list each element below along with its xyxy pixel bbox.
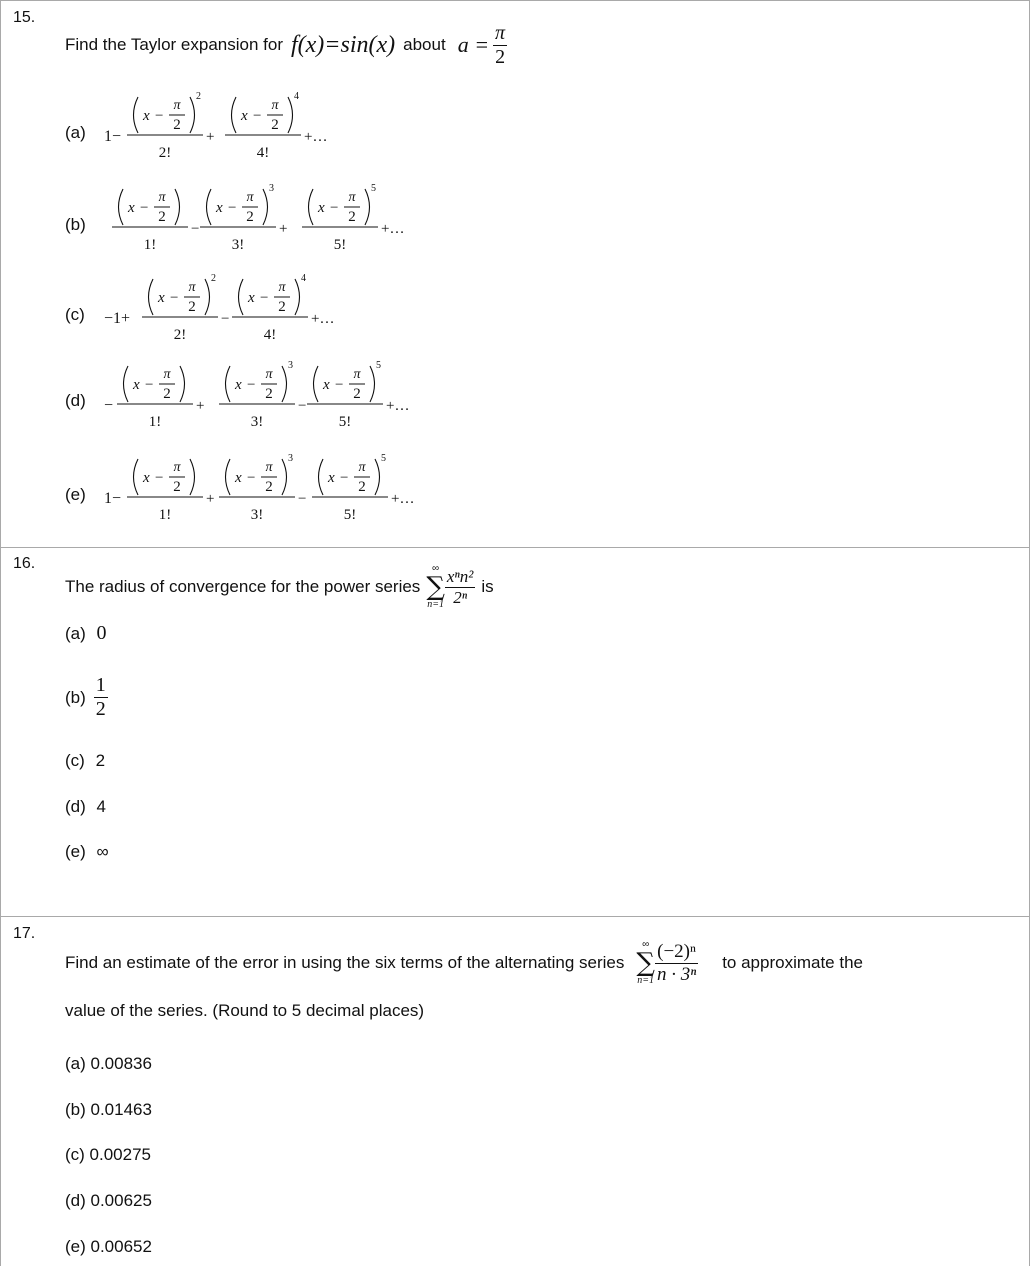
stem-text: The radius of convergence for the power series xyxy=(65,577,421,596)
pi-symbol: π xyxy=(173,460,181,475)
two-digit: 2 xyxy=(271,117,279,133)
option-16c: (c) 2 xyxy=(65,751,106,770)
right-paren xyxy=(282,366,287,402)
stem-end: is xyxy=(481,577,494,596)
question-number: 17. xyxy=(13,925,36,942)
factorial-denominator: 3! xyxy=(231,237,245,253)
pi-symbol: π xyxy=(163,367,171,382)
factorial-denominator: 5! xyxy=(338,414,352,430)
option-16b: (b) $\frac{1}{2}$ xyxy=(65,674,106,720)
option-16a: (a) 0 xyxy=(65,622,107,644)
factorial-denominator: 1! xyxy=(158,507,172,523)
exponent: 5 xyxy=(376,360,381,371)
right-paren xyxy=(180,366,185,402)
sigma-sum: ∞ ∑ n=1 xyxy=(636,939,655,986)
minus-sign: − xyxy=(155,108,164,124)
series-term: $\frac{\text{(−2)ⁿ}}{\text{n · 3ⁿ}}$ xyxy=(656,940,697,985)
left-paren xyxy=(134,459,139,495)
factorial-denominator: 3! xyxy=(250,414,264,430)
right-paren xyxy=(295,279,300,315)
minus-sign: − xyxy=(340,470,349,486)
pi-symbol: π xyxy=(173,98,181,113)
term-operator: + xyxy=(206,491,215,507)
question-stem xyxy=(65,933,1023,993)
option-17d: (d) 0.00625 xyxy=(65,1191,152,1210)
sigma-sum: ∞ ∑ n=1 xyxy=(426,563,445,610)
two-digit: 2 xyxy=(173,479,181,495)
factorial-denominator: 1! xyxy=(148,414,162,430)
var-x: x xyxy=(128,200,135,216)
var-x: x xyxy=(241,108,248,124)
pi-symbol: π xyxy=(271,98,279,113)
term-operator: − xyxy=(191,221,200,237)
left-paren xyxy=(226,366,231,402)
right-paren xyxy=(370,366,375,402)
term-operator: +… xyxy=(311,311,335,327)
factorial-denominator: 3! xyxy=(250,507,264,523)
one-half: $\frac{1}{2}$ xyxy=(95,674,106,720)
option-17a: (a) 0.00836 xyxy=(65,1054,152,1073)
exponent: 4 xyxy=(294,91,299,102)
left-paren xyxy=(239,279,244,315)
left-paren xyxy=(232,97,237,133)
pi-symbol: π xyxy=(353,367,361,382)
term-operator: +… xyxy=(304,129,328,145)
right-paren xyxy=(190,97,195,133)
term-operator: − xyxy=(221,311,230,327)
right-paren xyxy=(282,459,287,495)
var-x: x xyxy=(216,200,223,216)
left-paren xyxy=(226,459,231,495)
left-paren xyxy=(319,459,324,495)
factorial-denominator: 4! xyxy=(263,327,277,343)
option-16e: (e) ∞ xyxy=(65,842,109,861)
question-17 xyxy=(1,916,1029,1267)
pi-symbol: π xyxy=(358,460,366,475)
var-x: x xyxy=(158,290,165,306)
question-stem xyxy=(65,562,494,612)
stem-about: about xyxy=(403,35,446,54)
two-digit: 2 xyxy=(353,386,361,402)
two-digit: 2 xyxy=(265,479,273,495)
exponent: 3 xyxy=(288,360,293,371)
var-x: x xyxy=(318,200,325,216)
option-17c: (c) 0.00275 xyxy=(65,1145,151,1164)
option-15b-label: (b) xyxy=(65,215,86,234)
left-paren xyxy=(309,189,314,225)
right-paren xyxy=(375,459,380,495)
exponent: 5 xyxy=(381,453,386,464)
two-digit: 2 xyxy=(158,209,166,225)
pi-symbol: π xyxy=(158,190,166,205)
var-x: x xyxy=(235,470,242,486)
stem-text: Find the Taylor expansion for xyxy=(65,35,283,54)
option-15e-label: (e) xyxy=(65,485,86,504)
exponent: 2 xyxy=(196,91,201,102)
minus-sign: − xyxy=(228,200,237,216)
exponent: 2 xyxy=(211,273,216,284)
pi-symbol: π xyxy=(188,280,196,295)
stem-function: f(x)=sin(x) xyxy=(290,31,396,58)
term-operator: + xyxy=(279,221,288,237)
pi-symbol: π xyxy=(246,190,254,205)
left-paren xyxy=(149,279,154,315)
var-x: x xyxy=(133,377,140,393)
factorial-denominator: 2! xyxy=(158,145,172,161)
exponent: 4 xyxy=(301,273,306,284)
factorial-denominator: 2! xyxy=(173,327,187,343)
question-16 xyxy=(1,547,1029,917)
minus-sign: − xyxy=(170,290,179,306)
right-paren xyxy=(288,97,293,133)
option-15c-label: (c) xyxy=(65,305,85,324)
term-operator: − xyxy=(298,491,307,507)
pi-symbol: π xyxy=(265,367,273,382)
pi-symbol: π xyxy=(348,190,356,205)
right-paren xyxy=(365,189,370,225)
minus-sign: − xyxy=(335,377,344,393)
option-17e: (e) 0.00652 xyxy=(65,1237,152,1256)
right-paren xyxy=(205,279,210,315)
left-paren xyxy=(124,366,129,402)
minus-sign: − xyxy=(145,377,154,393)
term-operator: +… xyxy=(381,221,405,237)
question-number: 15. xyxy=(13,9,36,26)
var-x: x xyxy=(248,290,255,306)
two-digit: 2 xyxy=(348,209,356,225)
var-x: x xyxy=(328,470,335,486)
minus-sign: − xyxy=(140,200,149,216)
term-operator: − xyxy=(298,398,307,414)
minus-sign: − xyxy=(155,470,164,486)
var-x: x xyxy=(323,377,330,393)
exponent: 3 xyxy=(288,453,293,464)
left-paren xyxy=(119,189,124,225)
question-number: 16. xyxy=(13,555,36,572)
left-paren xyxy=(207,189,212,225)
option-lead: 1− xyxy=(104,490,122,507)
option-15a-label: (a) xyxy=(65,123,86,142)
right-paren xyxy=(190,459,195,495)
two-digit: 2 xyxy=(163,386,171,402)
var-x: x xyxy=(143,470,150,486)
option-16d: (d) 4 xyxy=(65,797,106,816)
var-x: x xyxy=(143,108,150,124)
var-x: x xyxy=(235,377,242,393)
stem-end: to approximate the xyxy=(722,953,863,972)
two-digit: 2 xyxy=(246,209,254,225)
stem-text: Find an estimate of the error in using the six terms of the alternating series xyxy=(65,953,625,972)
pi-symbol: π xyxy=(265,460,273,475)
minus-sign: − xyxy=(247,377,256,393)
exponent: 3 xyxy=(269,183,274,194)
two-digit: 2 xyxy=(188,299,196,315)
term-operator: +… xyxy=(386,398,410,414)
minus-sign: − xyxy=(253,108,262,124)
stem-pi-over-two: $\frac{\pi}{2}$ xyxy=(495,21,506,68)
two-digit: 2 xyxy=(265,386,273,402)
taylor-options-math xyxy=(1,1,1029,548)
factorial-denominator: 5! xyxy=(333,237,347,253)
stem-a: a = xyxy=(457,32,490,57)
right-paren xyxy=(263,189,268,225)
option-lead: −1+ xyxy=(104,310,131,327)
stem-line-2: value of the series. (Round to 5 decimal places) xyxy=(65,1001,425,1020)
two-digit: 2 xyxy=(278,299,286,315)
option-lead: 1− xyxy=(104,128,122,145)
exponent: 5 xyxy=(371,183,376,194)
factorial-denominator: 4! xyxy=(256,145,270,161)
factorial-denominator: 1! xyxy=(143,237,157,253)
pi-symbol: π xyxy=(278,280,286,295)
two-digit: 2 xyxy=(173,117,181,133)
term-operator: + xyxy=(206,129,215,145)
series-term: $\frac{\text{xⁿn²}}{\text{2ⁿ}}$ xyxy=(446,566,474,607)
term-operator: +… xyxy=(391,491,415,507)
left-paren xyxy=(314,366,319,402)
option-15d-label: (d) xyxy=(65,391,86,410)
minus-sign: − xyxy=(260,290,269,306)
right-paren xyxy=(175,189,180,225)
factorial-denominator: 5! xyxy=(343,507,357,523)
option-17b: (b) 0.01463 xyxy=(65,1100,152,1119)
option-lead: − xyxy=(104,397,114,414)
term-operator: + xyxy=(196,398,205,414)
left-paren xyxy=(134,97,139,133)
minus-sign: − xyxy=(247,470,256,486)
two-digit: 2 xyxy=(358,479,366,495)
question-15 xyxy=(1,0,1029,548)
minus-sign: − xyxy=(330,200,339,216)
